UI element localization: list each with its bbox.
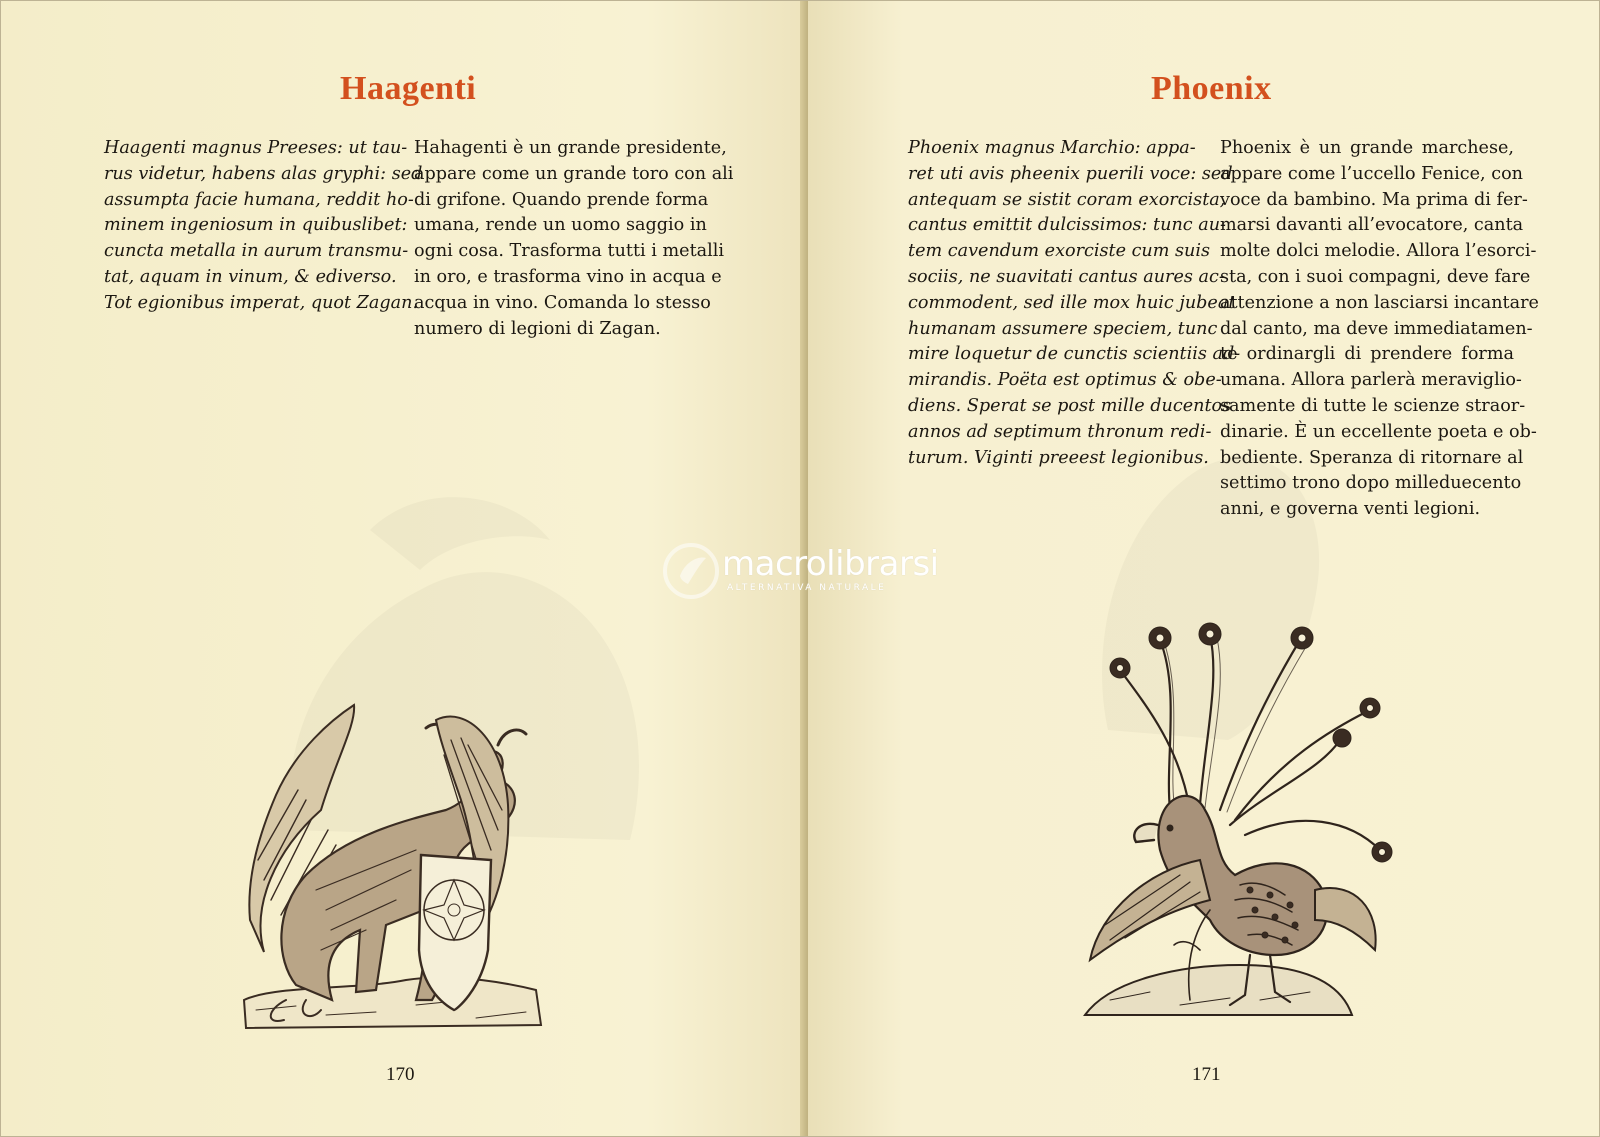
text-line: antequam se sistit coram exorcista, [908,189,1226,210]
text-line: Tot egionibus imperat, quot Zagan. [104,292,419,313]
text-line: turum. Viginti preeest legionibus. [908,447,1209,468]
text-line: rus videtur, habens alas gryphi: sed [104,163,423,184]
text-line: ret uti avis pheenix puerili voce: sed [908,163,1233,184]
page-number: 170 [386,1064,415,1085]
text-line: mire loquetur de cunctis scientiis ad- [908,344,1241,365]
text-line: Phoenix è un grande marchese, [1220,138,1514,158]
text-line: voce da bambino. Ma prima di fer- [1220,189,1528,210]
watermark-tagline: ALTERNATIVA NATURALE [727,583,887,593]
text-line: Hahagenti è un grande presidente, [414,138,727,158]
text-line: ogni cosa. Trasforma tutti i metalli [414,241,725,262]
text-line: sta, con i suoi compagni, deve fare [1220,266,1531,287]
text-line: di grifone. Quando prende forma [414,189,709,210]
text-line: tem cavendum exorciste cum suis [908,241,1211,262]
show-through-text [298,78,307,103]
left-latin-column [104,136,423,317]
text-line: cantus emittit dulcissimos: tunc au- [908,215,1227,236]
text-line: minem ingeniosum in quibuslibet: [104,215,408,236]
text-line: appare come l’uccello Fenice, con [1220,163,1524,184]
text-line: dal canto, ma deve immediatamen- [1220,318,1533,339]
text-line: marsi davanti all’evocatore, canta [1220,215,1524,236]
text-line: umana, rende un uomo saggio in [414,215,707,236]
text-line: mirandis. Poëta est optimus & obe- [908,370,1222,391]
text-line: sociis, ne suavitati cantus aures ac- [908,266,1225,287]
text-line: anni, e governa venti legioni. [1220,499,1481,520]
text-line: attenzione a non lasciarsi incantare [1220,292,1539,313]
right-page-title: Phoenix [1151,70,1272,107]
macrolibrarsi-logo-icon [660,540,722,602]
page-number: 171 [1192,1064,1221,1085]
text-line: acqua in vino. Comanda lo stesso [414,292,711,313]
text-line: Haagenti magnus Preeses: ut tau- [104,138,408,158]
text-line: commodent, sed ille mox huic jubeat [908,292,1236,313]
haagenti-woodcut-illustration [236,700,558,1040]
text-line: humanam assumere speciem, tunc [908,318,1218,339]
text-line: molte dolci melodie. Allora l’esorci- [1220,241,1537,262]
text-line: bediente. Speranza di ritornare al [1220,447,1524,468]
left-italian-column [414,136,734,342]
text-line: te ordinargli di prendere forma [1220,344,1514,365]
text-line: Phoenix magnus Marchio: appa- [908,138,1196,158]
text-line: samente di tutte le scienze straor- [1220,395,1526,416]
text-line: umana. Allora parlerà meraviglio- [1220,370,1522,391]
text-line: dinarie. È un eccellente poeta e ob- [1220,421,1537,442]
text-line: assumpta facie humana, reddit ho- [104,189,414,210]
text-line: diens. Sperat se post mille ducentos [908,395,1232,416]
text-line: tat, aquam in vinum, & ediverso. [104,266,397,287]
phoenix-woodcut-illustration [1070,620,1400,1030]
text-line: annos ad septimum thronum redi- [908,421,1212,442]
watermark-brand: macrolibrarsi [722,544,939,584]
text-line: numero di legioni di Zagan. [414,318,661,339]
text-line: in oro, e trasforma vino in acqua e [414,266,722,287]
text-line: settimo trono dopo milleduecento [1220,473,1522,494]
text-line: appare come un grande toro con ali [414,163,734,184]
left-page-title: Haagenti [340,70,477,107]
text-line: cuncta metalla in aurum transmu- [104,241,409,262]
